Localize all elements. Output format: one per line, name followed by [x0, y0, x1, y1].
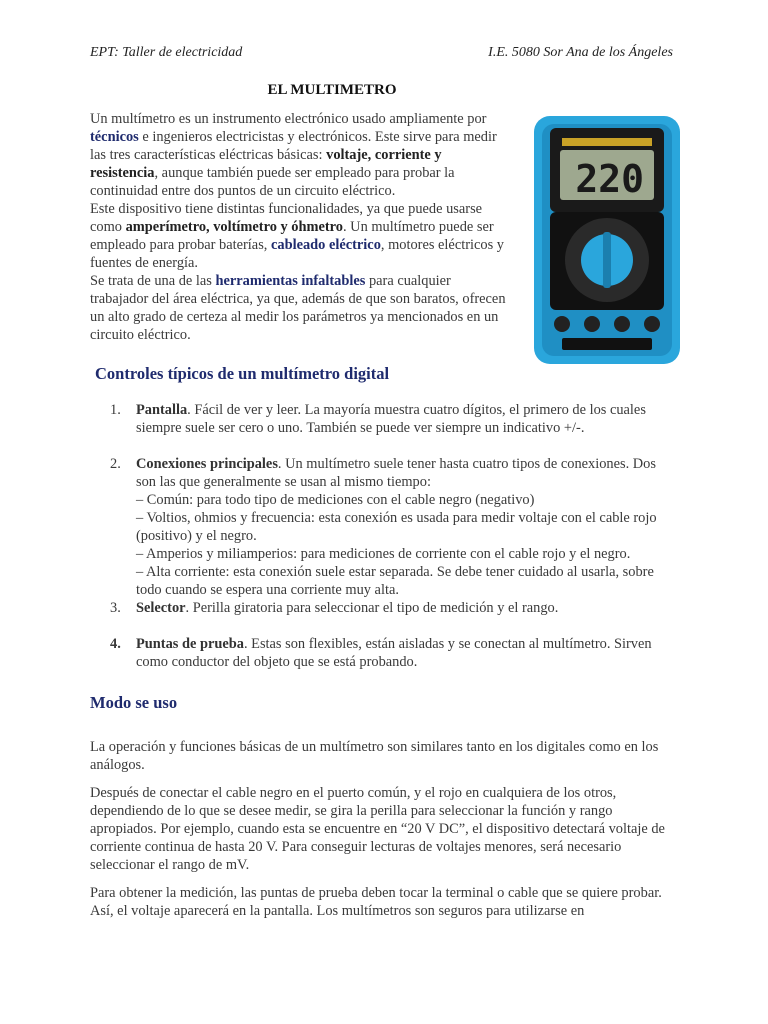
- term-herramientas-infaltables: herramientas infaltables: [215, 273, 366, 289]
- sub-item: – Amperios y miliamperios: para mediciones de corriente con el cable rojo y el negro.: [136, 546, 631, 562]
- usage-text: [90, 738, 682, 930]
- usage-heading: Modo se uso: [90, 693, 178, 712]
- document-title: EL MULTIMETRO: [267, 82, 397, 98]
- list-item: [110, 599, 670, 617]
- usage-paragraph: Para obtener la medición, las puntas de prueba deben tocar la terminal o cable que se quiere probar. Así, el voltaje aparecerá en la pantalla. Los multímetros son seguros para utilizarse en: [90, 885, 662, 919]
- item-text: . Estas son flexibles, están aisladas y se conectan al multímetro. Sirven como conductor del objeto que se está probando.: [136, 636, 652, 670]
- term-cableado-electrico: cableado eléctrico: [271, 237, 381, 253]
- item-term: Conexiones principales: [136, 456, 278, 472]
- header-left: EPT: Taller de electricidad: [90, 45, 243, 60]
- list-number: 3.: [110, 600, 121, 616]
- sub-item: – Común: para todo tipo de mediciones con el cable negro (negativo): [136, 492, 535, 508]
- item-text: . Fácil de ver y leer. La mayoría muestra cuatro dígitos, el primero de los cuales siempre suele ser cero o uno. También se puede ver siempre un indicativo +/-.: [136, 402, 646, 436]
- list-number: 2.: [110, 456, 121, 472]
- usage-paragraph: Después de conectar el cable negro en el puerto común, y el rojo en cualquiera de los otros, dependiendo de lo que se desee medir, se gira la perilla para seleccionar la función y rango apropiados. Por ejemplo, cuando esta se encuentre en “20 V DC”, el dispositivo detectará voltaje de corriente continua de hasta 20 V. Para conseguir lecturas de voltajes menores, será necesario seleccionar el rango de mV.: [90, 785, 665, 873]
- list-item: [110, 401, 670, 437]
- controls-heading: Controles típicos de un multímetro digital: [95, 364, 390, 383]
- intro-paragraph-3: Se trata de una de las herramientas infaltables para cualquier trabajador del área eléctrica, ya que, además de que son baratos, ofrecen un alto grado de certeza al medir los parámetros ya mencionados en un circuito eléctrico.: [90, 273, 506, 343]
- intro-paragraph-2: Este dispositivo tiene distintas funcionalidades, ya que puede usarse como amperímetro, voltímetro y óhmetro. Un multímetro puede ser empleado para probar baterías, cableado eléctrico, motores eléctricos y fuentes de energía.: [90, 201, 504, 271]
- sub-item: – Voltios, ohmios y frecuencia: esta conexión es usada para medir voltaje con el cable rojo (positivo) y el negro.: [136, 510, 657, 544]
- list-item: [110, 455, 670, 599]
- list-number: 4.: [110, 636, 121, 652]
- list-item: [110, 635, 670, 671]
- term-amperimetro: amperímetro, voltímetro y óhmetro: [125, 219, 343, 235]
- header-right: I.E. 5080 Sor Ana de los Ángeles: [488, 45, 673, 60]
- term-tecnicos: técnicos: [90, 129, 139, 145]
- intro-paragraph-1: Un multímetro es un instrumento electrónico usado ampliamente por técnicos e ingenieros electricistas y electrónicos. Este sirve para medir las tres características eléctricas básicas: voltaje, corriente y resistencia, aunque también puede ser empleado para probar la continuidad entre dos puntos de un circuito eléctrico.: [90, 111, 497, 199]
- item-term: Puntas de prueba: [136, 636, 244, 652]
- item-term: Pantalla: [136, 402, 188, 418]
- term-voltaje-corriente-resistencia: voltaje, corriente y resistencia: [90, 147, 442, 181]
- multimeter-image: [532, 114, 682, 366]
- item-text: . Un multímetro suele tener hasta cuatro tipos de conexiones. Dos son las que generalmente se usan al mismo tiempo:: [136, 456, 656, 490]
- item-term: Selector: [136, 600, 186, 616]
- multimeter-display: 220: [575, 157, 644, 201]
- controls-list: [110, 401, 670, 671]
- list-number: 1.: [110, 402, 121, 418]
- item-text: . Perilla giratoria para seleccionar el tipo de medición y el rango.: [185, 600, 559, 616]
- intro-text: [90, 110, 510, 344]
- usage-paragraph: La operación y funciones básicas de un multímetro son similares tanto en los digitales como en los análogos.: [90, 739, 659, 773]
- sub-item: – Alta corriente: esta conexión suele estar separada. Se debe tener cuidado al usarla, sobre todo cuando se espera una corriente muy alta.: [136, 564, 654, 598]
